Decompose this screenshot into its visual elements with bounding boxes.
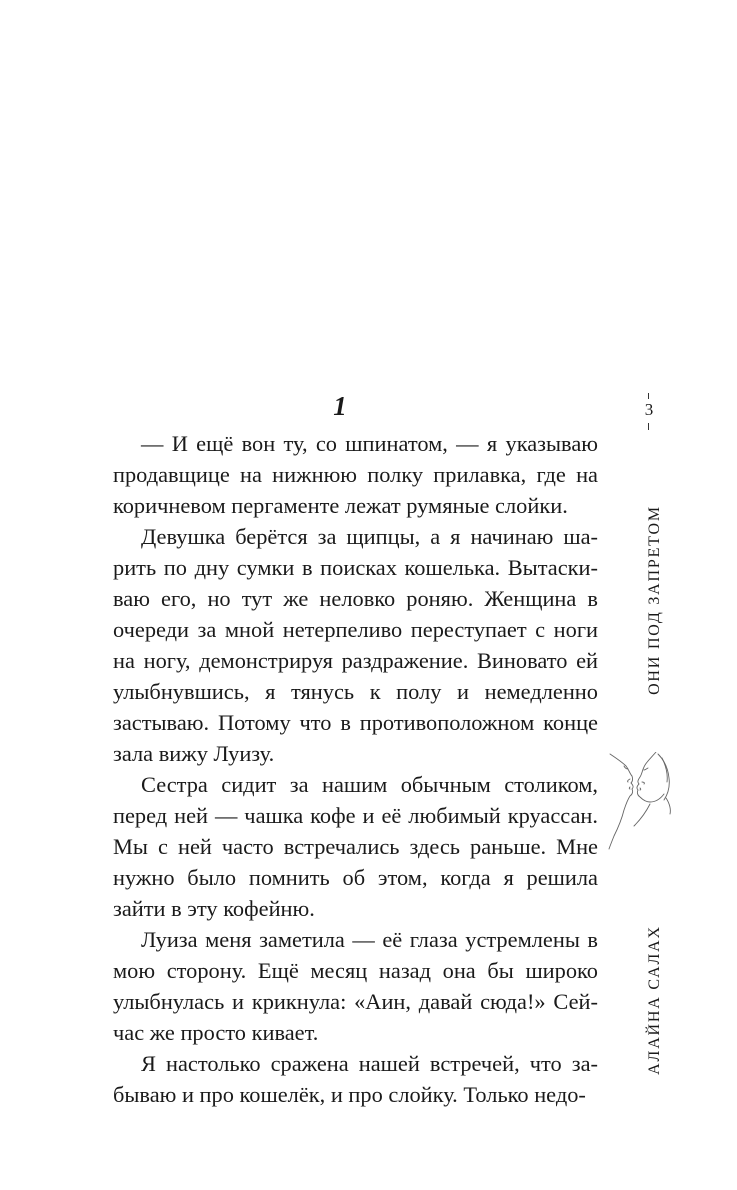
running-head-title: ОНИ ПОД ЗАПРЕТОМ — [646, 505, 663, 695]
chapter-number: 1 — [333, 391, 347, 421]
paragraph: Луиза меня заметила — её глаза устремлены в мою сторону. Ещё месяц назад она бы широко улыбнулась и крикнула: «Аин, давай сюда!» Сейчас же просто кивает. — [113, 927, 598, 1045]
running-head-author: АЛАЙНА САЛАХ — [646, 925, 663, 1075]
page-folio — [636, 393, 662, 433]
paragraph: — И ещё вон ту, со шпинатом, — я указываю продавщице на нижнюю полку прилавка, где на коричневом пергаменте лежат румяные слойки. — [113, 431, 598, 518]
paragraph: Сестра сидит за нашим обычным столиком, перед ней — чашка кофе и её любимый круассан. Мы с ней часто встречались здесь раньше. Мне нужно было помнить об этом, когда я решила зайти в эту кофейню. — [113, 772, 598, 921]
kissing-faces-line-art-icon — [606, 752, 672, 850]
page-number: 3 — [644, 400, 654, 419]
chapter-body — [113, 428, 598, 1110]
paragraph: Я настолько сражена нашей встречей, что забываю и про кошелёк, и про слойку. Только недо- — [113, 1051, 598, 1107]
paragraph: Девушка берётся за щипцы, а я начинаю шарить по дну сумки в поисках кошелька. Вытаскиваю его, но тут же неловко роняю. Женщина в очереди за мной нетерпеливо переступает с ноги на ногу, демонстрируя раздражение. Виновато ей улыбнувшись, я тянусь к полу и немедленно застываю. Потому что в противоположном конце зала вижу Луизу. — [113, 524, 598, 766]
folio-rule-bottom — [648, 423, 649, 430]
